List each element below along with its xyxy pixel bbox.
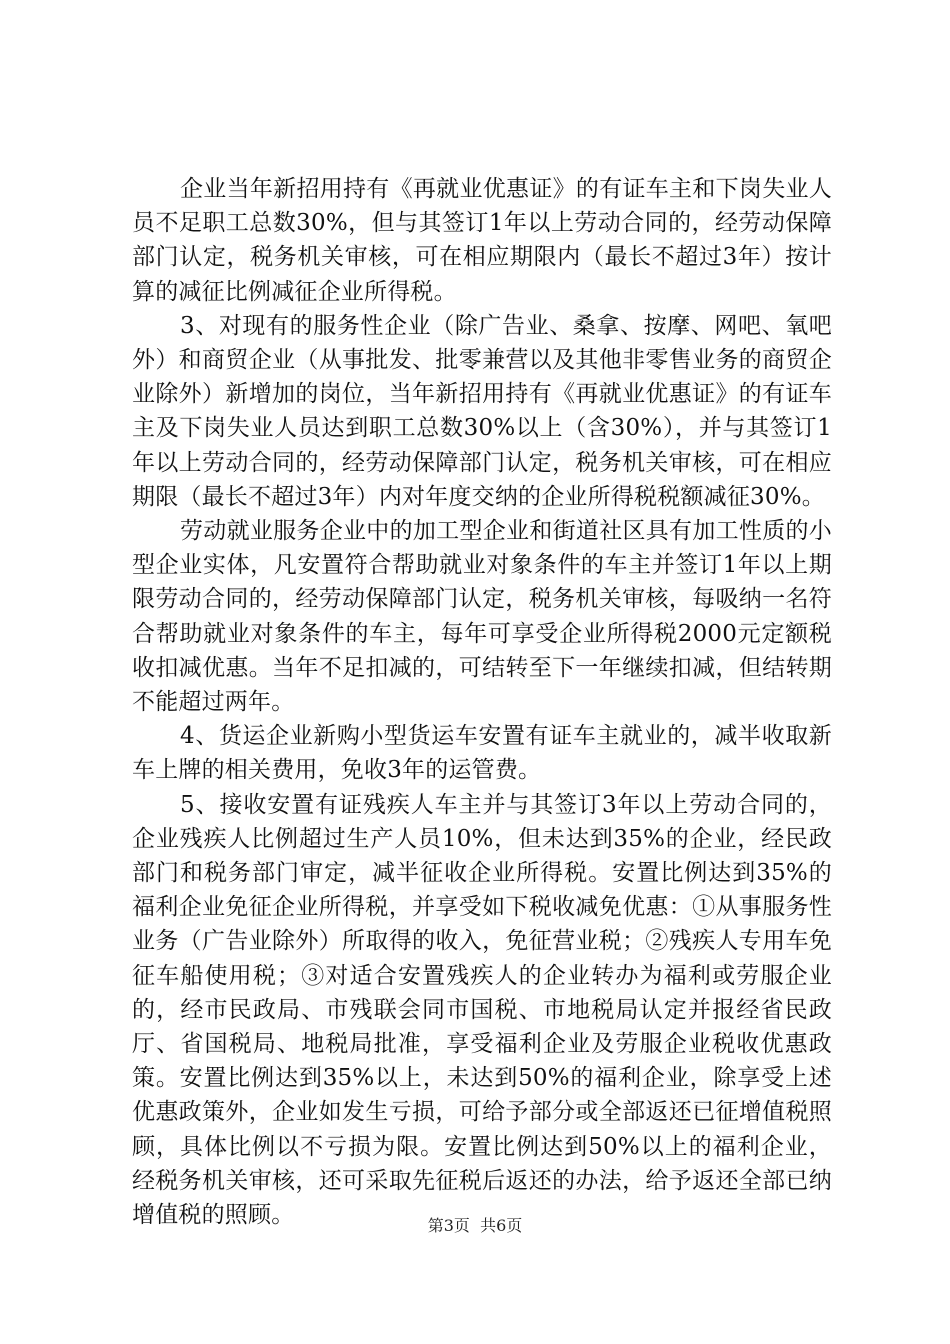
page-total: 共6页 — [480, 1216, 523, 1235]
paragraph-enterprise-income-tax-reduction: 企业当年新招用持有《再就业优惠证》的有证车主和下岗失业人员不足职工总数30%，但与其签订1年以上劳动合同的，经劳动保障部门认定，税务机关审核，可在相应期限内（最长不超过3年）按计算的减征比例减征企业所得税。 — [132, 176, 832, 305]
document-body — [132, 172, 832, 1232]
paragraph-item-4-freight-enterprises: 4、货运企业新购小型货运车安置有证车主就业的，减半收取新车上牌的相关费用，免收3年的运管费。 — [132, 723, 832, 784]
paragraph-labor-service-enterprises: 劳动就业服务企业中的加工型企业和街道社区具有加工性质的小型企业实体，凡安置符合帮助就业对象条件的车主并签订1年以上期限劳动合同的，经劳动保障部门认定，税务机关审核，每吸纳一名符合帮助就业对象条件的车主，每年可享受企业所得税2000元定额税收扣减优惠。当年不足扣减的，可结转至下一年继续扣减，但结转期不能超过两年。 — [132, 518, 832, 716]
page-number: 第3页 — [427, 1216, 470, 1235]
page-footer — [0, 1213, 950, 1236]
paragraph-item-3-service-enterprises: 3、对现有的服务性企业（除广告业、桑拿、按摩、网吧、氧吧外）和商贸企业（从事批发、批零兼营以及其他非零售业务的商贸企业除外）新增加的岗位，当年新招用持有《再就业优惠证》的有证车主及下岗失业人员达到职工总数30%以上（含30%），并与其签订1年以上劳动合同的，经劳动保障部门认定，税务机关审核，可在相应期限（最长不超过3年）内对年度交纳的企业所得税税额减征30%。 — [132, 312, 832, 510]
paragraph-item-5-disabled-drivers: 5、接收安置有证残疾人车主并与其签订3年以上劳动合同的，企业残疾人比例超过生产人员10%，但未达到35%的企业，经民政部门和税务部门审定，减半征收企业所得税。安置比例达到35%的福利企业免征企业所得税，并享受如下税收减免优惠：①从事服务性业务（广告业除外）所取得的收入，免征营业税；②残疾人专用车免征车船使用税；③对适合安置残疾人的企业转办为福利或劳服企业的，经市民政局、市残联会同市国税、市地税局认定并报经省民政厅、省国税局、地税局批准，享受福利企业及劳服企业税收优惠政策。安置比例达到35%以上，未达到50%的福利企业，除享受上述优惠政策外，企业如发生亏损，可给予部分或全部返还已征增值税照顾，具体比例以不亏损为限。安置比例达到50%以上的福利企业，经税务机关审核，还可采取先征税后返还的办法，给予返还全部已纳增值税的照顾。 — [132, 791, 832, 1229]
